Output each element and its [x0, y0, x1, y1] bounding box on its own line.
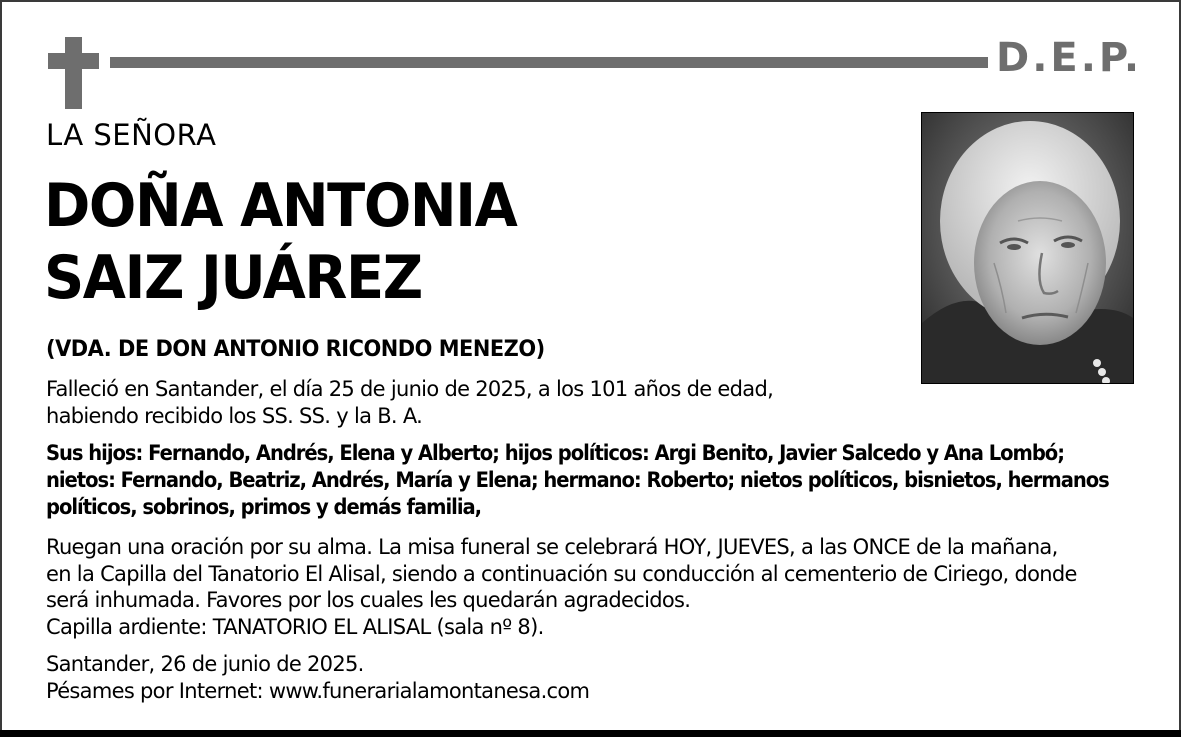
family-line-3: políticos, sobrinos, primos y demás familia,	[46, 495, 482, 519]
family-line-1: Sus hijos: Fernando, Andrés, Elena y Alberto; hijos políticos: Argi Benito, Javier Salcedo y Ana Lombó;	[46, 441, 1065, 465]
header-rule	[110, 57, 988, 68]
death-notice-line-1: Falleció en Santander, el día 25 de junio de 2025, a los 101 años de edad,	[46, 377, 774, 401]
place-date: Santander, 26 de junio de 2025.	[46, 652, 364, 676]
dep-label: D.E.P.	[996, 35, 1143, 81]
family-list	[46, 440, 1109, 521]
honorific: LA SEÑORA	[46, 118, 217, 152]
widow-of: (VDA. DE DON ANTONIO RICONDO MENEZO)	[46, 337, 545, 362]
funeral-line-3: será inhumada. Favores por los cuales les quedarán agradecidos.	[46, 588, 691, 612]
death-notice-line-2: habiendo recibido los SS. SS. y la B. A.	[46, 403, 423, 428]
funeral-details	[46, 534, 1077, 640]
name-line-2: SAIZ JUÁREZ	[44, 243, 422, 313]
funeral-line-1: Ruegan una oración por su alma. La misa funeral se celebrará HOY, JUEVES, a las ONCE de la mañana,	[46, 535, 1058, 559]
portrait-photo	[921, 112, 1134, 384]
death-notice	[46, 376, 773, 429]
bottom-bar	[0, 730, 1181, 737]
family-line-2: nietos: Fernando, Beatriz, Andrés, María y Elena; hermano: Roberto; nietos políticos, bisnietos, hermanos	[46, 468, 1109, 492]
funeral-line-2: en la Capilla del Tanatorio El Alisal, siendo a continuación su conducción al cementerio de Ciriego, donde	[46, 561, 1077, 586]
name-line-1: DOÑA ANTONIA	[44, 171, 517, 241]
condolences-link[interactable]: Pésames por Internet: www.funerarialamontanesa.com	[46, 678, 590, 703]
funeral-line-4: Capilla ardiente: TANATORIO EL ALISAL (sala nº 8).	[46, 614, 544, 639]
deceased-name	[44, 170, 516, 314]
cross-icon	[48, 37, 99, 109]
footer	[46, 651, 589, 704]
